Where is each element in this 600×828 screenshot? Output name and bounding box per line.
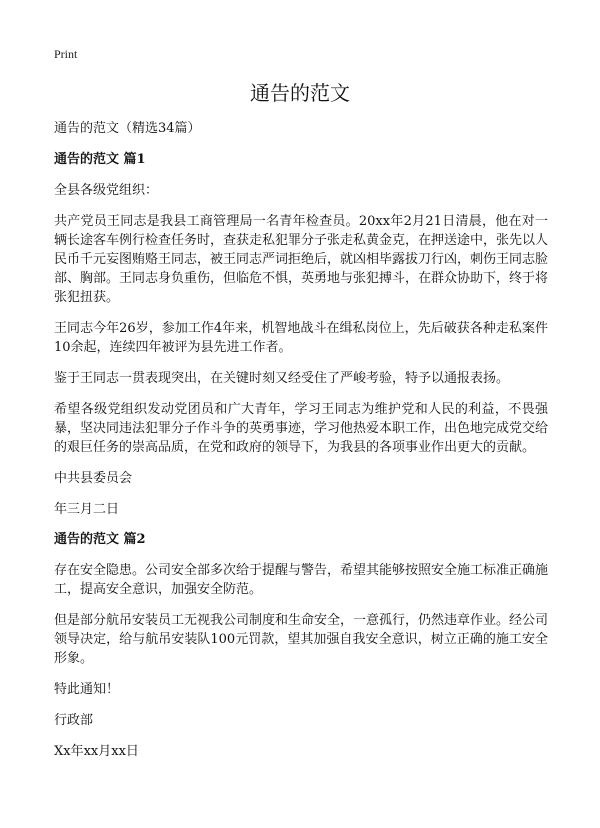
section-2-signature: 行政部 xyxy=(54,713,94,728)
section-1-title: 通告的范文 篇1 xyxy=(54,152,146,167)
page-title: 通告的范文 xyxy=(250,81,350,105)
section-2-date: Xx年xx月xx日 xyxy=(54,744,139,759)
section-1-paragraph: 共产党员王同志是我县工商管理局一名青年检查员。20xx年2月21日清晨，他在对一辆长途客车例行检查任务时，查获走私犯罪分子张走私黄金克，在押送途中，张先以人民币千元妄图贿赂王同志，被王同志严词拒绝后，就凶相毕露拔刀行凶，刺伤王同志脸部、胸部。王同志身负重伤，但临危不惧，英勇地与张犯搏斗，在群众协助下，终于将张犯扭获。 xyxy=(54,214,549,305)
section-2-notice: 特此通知！ xyxy=(54,682,120,697)
document-subtitle: 通告的范文（精选34篇） xyxy=(54,121,201,136)
section-1-paragraph: 鉴于王同志一贯表现突出，在关键时刻又经受住了严峻考验，特予以通报表扬。 xyxy=(54,371,510,386)
section-2-title: 通告的范文 篇2 xyxy=(54,532,146,547)
section-1-date: 年三月二日 xyxy=(54,502,120,517)
section-1-paragraph: 王同志今年26岁，参加工作4年来，机智地战斗在缉私岗位上，先后破获各种走私案件10余起，连续四年被评为县先进工作者。 xyxy=(54,321,548,355)
section-1-salutation: 全县各级党组织： xyxy=(54,183,159,198)
document-body xyxy=(54,120,548,773)
section-1-paragraph: 希望各级党组织发动党团员和广大青年，学习王同志为维护党和人民的利益，不畏强暴，坚决同违法犯罪分子作斗争的英勇事迹，学习他热爱本职工作，出色地完成党交给的艰巨任务的崇高品质，在党和政府的领导下，为我县的各项事业作出更大的贡献。 xyxy=(54,402,549,455)
section-2-paragraph: 但是部分航吊安装员工无视我公司制度和生命安全，一意孤行，仍然违章作业。经公司领导决定，给与航吊安装队100元罚款，望其加强自我安全意识，树立正确的施工安全形象。 xyxy=(54,613,549,666)
print-label[interactable]: Print xyxy=(54,47,78,61)
section-2-paragraph: 存在安全隐患。公司安全部多次给于提醒与警告，希望其能够按照安全施工标准正确施工，提高安全意识，加强安全防范。 xyxy=(54,563,549,597)
section-1-signature: 中共县委员会 xyxy=(54,471,133,486)
